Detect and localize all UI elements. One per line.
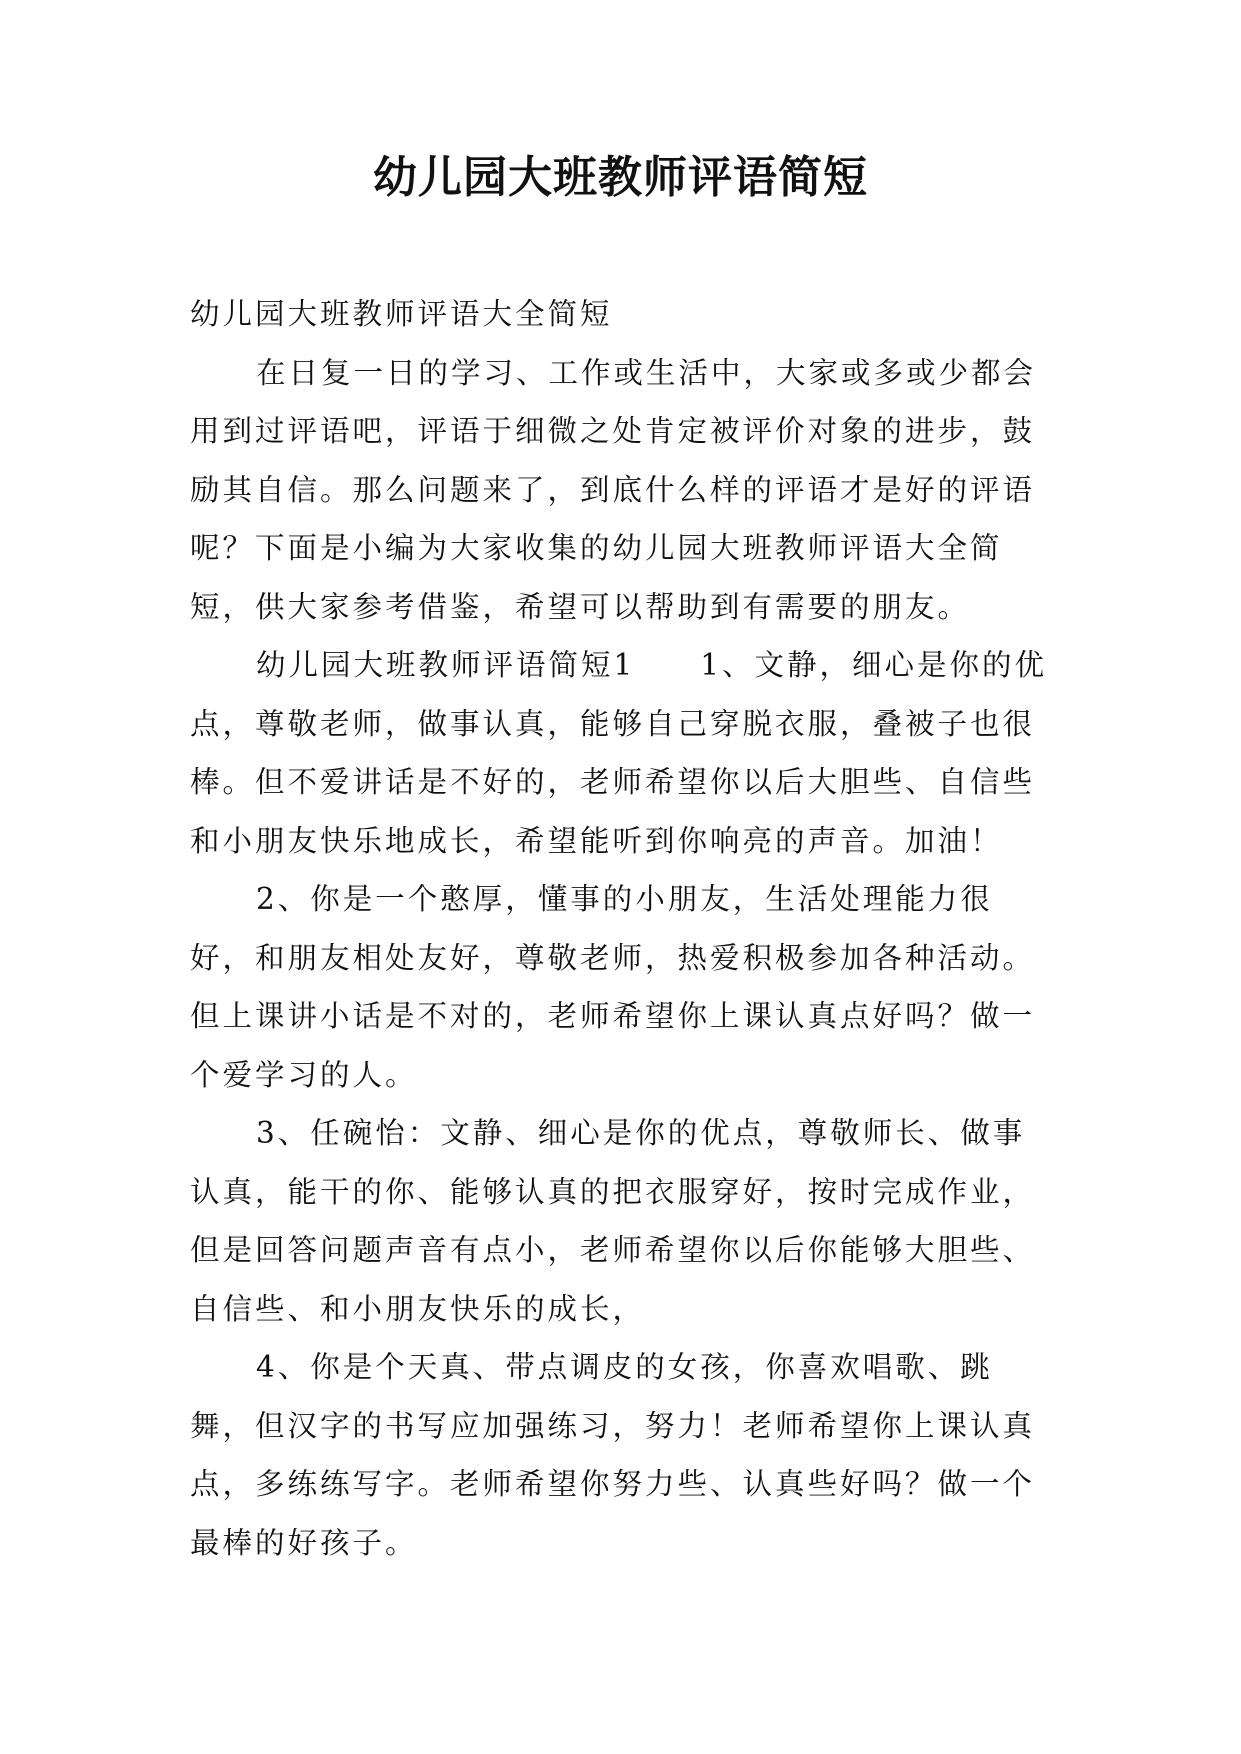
paragraph-comment-3: 3、任碗怡：文静、细心是你的优点，尊敬师长、做事认真，能干的你、能够认真的把衣服穿好，按时完成作业，但是回答问题声音有点小，老师希望你以后你能够大胆些、自信些、和小朋友快乐的成长， bbox=[190, 1116, 1036, 1326]
document-body bbox=[190, 285, 1048, 1572]
paragraph-comment-1: 幼儿园大班教师评语简短1 1、文静，细心是你的优点，尊敬老师，做事认真，能够自己穿脱衣服，叠被子也很棒。但不爱讲话是不好的，老师希望你以后大胆些、自信些和小朋友快乐地成长，希望能听到你响亮的声音。加油！ bbox=[190, 648, 1048, 858]
document-subtitle: 幼儿园大班教师评语大全简短 bbox=[190, 297, 613, 331]
document-title: 幼儿园大班教师评语简短 bbox=[373, 152, 868, 203]
paragraph-comment-4: 4、你是个天真、带点调皮的女孩，你喜欢唱歌、跳舞，但汉字的书写应加强练习，努力！老师希望你上课认真点，多练练写字。老师希望你努力些、认真些好吗？做一个最棒的好孩子。 bbox=[190, 1350, 1036, 1560]
paragraph-intro: 在日复一日的学习、工作或生活中，大家或多或少都会用到过评语吧，评语于细微之处肯定被评价对象的进步，鼓励其自信。那么问题来了，到底什么样的评语才是好的评语呢？下面是小编为大家收集的幼儿园大班教师评语大全简短，供大家参考借鉴，希望可以帮助到有需要的朋友。 bbox=[190, 355, 1037, 624]
paragraph-comment-2: 2、你是一个憨厚，懂事的小朋友，生活处理能力很好，和朋友相处友好，尊敬老师，热爱积极参加各种活动。但上课讲小话是不对的，老师希望你上课认真点好吗？做一个爱学习的人。 bbox=[190, 882, 1036, 1092]
